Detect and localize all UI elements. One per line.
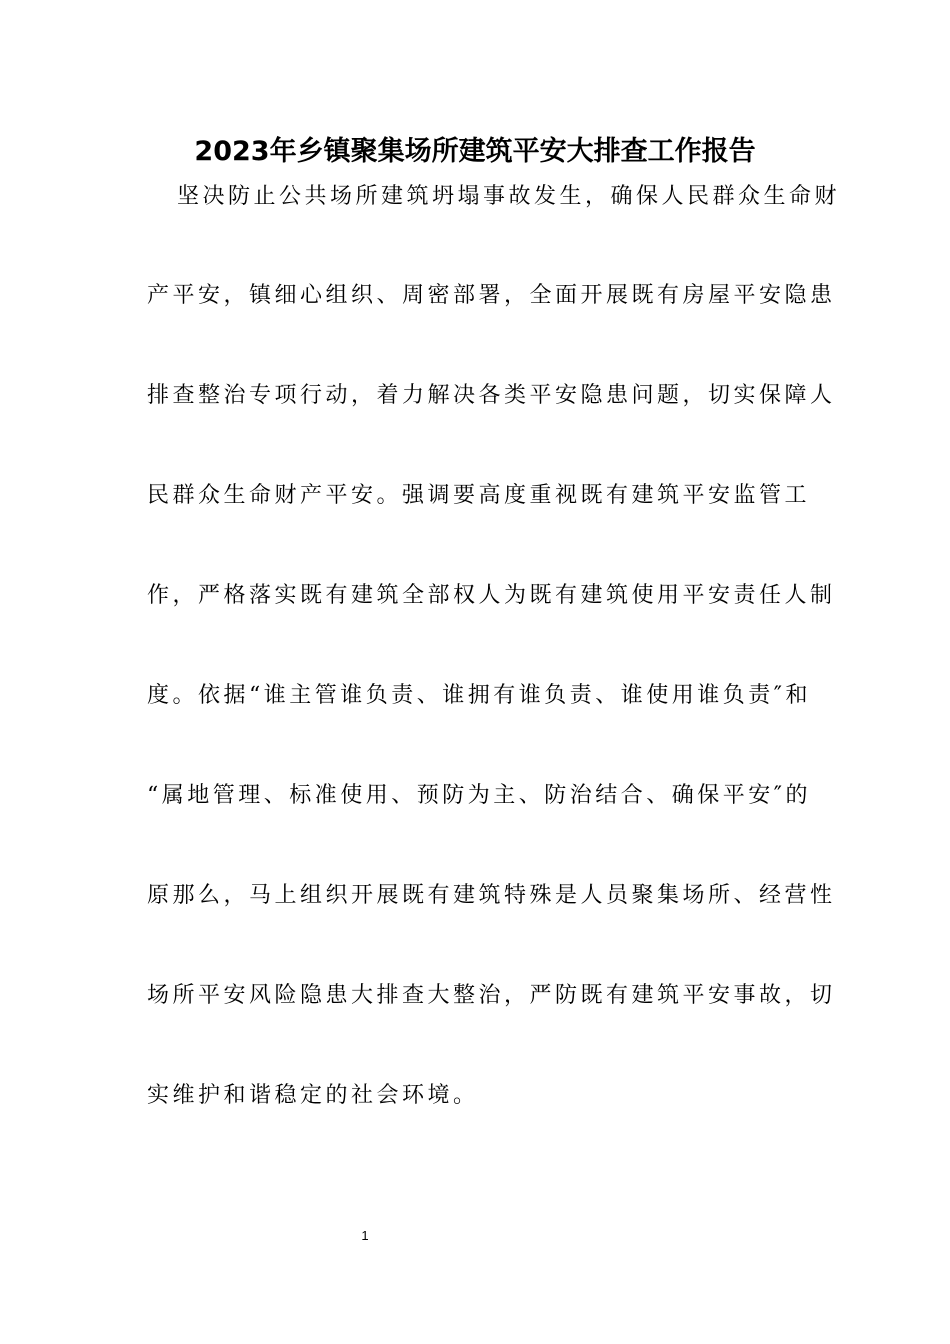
paragraph-line-6: 度。依据“谁主管谁负责、谁拥有谁负责、谁使用谁负责″和 — [147, 683, 811, 708]
paragraph-line-10: 实维护和谐稳定的社会环境。 — [147, 1083, 479, 1108]
paragraph-line-9: 场所平安风险隐患大排查大整治，严防既有建筑平安事故，切 — [147, 983, 836, 1008]
document-title: 2023年乡镇聚集场所建筑平安大排查工作报告 — [194, 136, 756, 167]
paragraph-line-5: 作，严格落实既有建筑全部权人为既有建筑使用平安责任人制 — [147, 583, 836, 608]
paragraph-line-2: 产平安，镇细心组织、周密部署，全面开展既有房屋平安隐患 — [147, 283, 836, 308]
paragraph-line-4: 民群众生命财产平安。强调要高度重视既有建筑平安监管工 — [147, 483, 811, 508]
paragraph-line-3: 排查整治专项行动，着力解决各类平安隐患问题，切实保障人 — [147, 383, 836, 408]
page-number: 1 — [361, 1228, 369, 1243]
paragraph-line-1: 坚决防止公共场所建筑坍塌事故发生，确保人民群众生命财 — [177, 184, 841, 209]
paragraph-line-8: 原那么，马上组织开展既有建筑特殊是人员聚集场所、经营性 — [147, 883, 836, 908]
paragraph-line-7: “属地管理、标准使用、预防为主、防治结合、确保平安″的 — [147, 783, 811, 808]
